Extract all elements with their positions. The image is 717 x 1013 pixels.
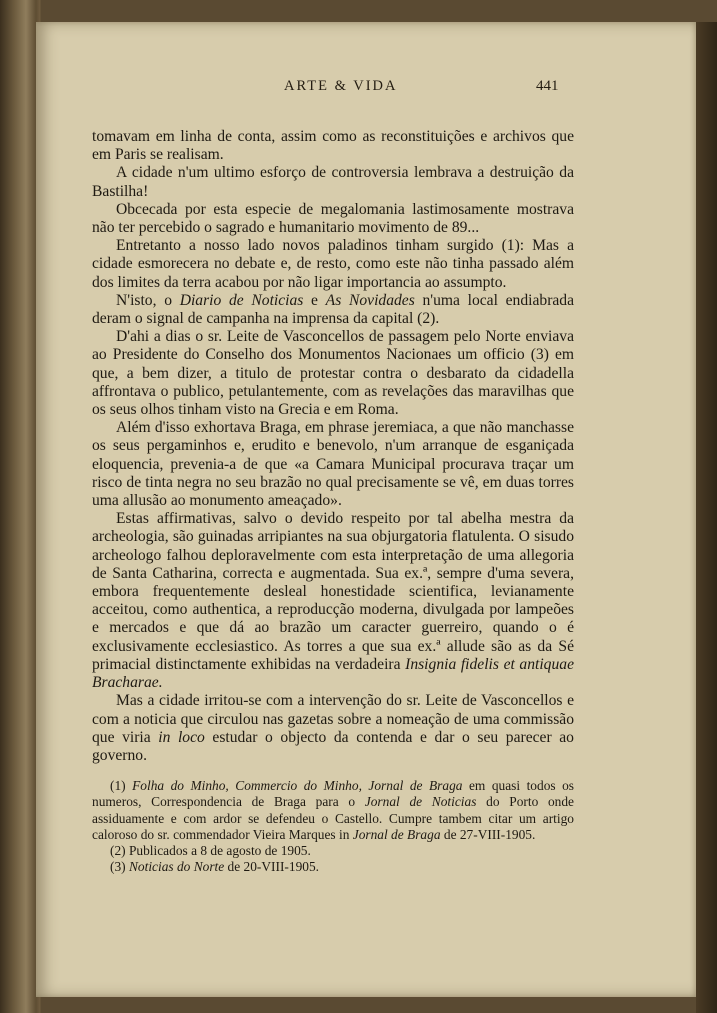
text-run: e xyxy=(303,291,326,309)
text-run: (1) xyxy=(110,778,133,793)
text-run: D'ahi a dias o sr. Leite de Vasconcellos de passagem pelo Norte enviava ao Presidente do Conselho dos Monumentos Nacionaes um officio (3) em que, a bem dizer, a titulo de protestar contra o desbarato da cidadella affrontava o publico, petulantemente, com as revelações das maravilhas que os seus olhos tinham visto na Grecia e em Roma. xyxy=(92,328,574,419)
text-run: do Porto onde assiduamente e com ardor se defendeu o Castello. Cumpre tambem citar um artigo caloroso do sr. commendador Vieira Marques in xyxy=(92,794,574,842)
italic-text: Diario de Noticias xyxy=(179,291,304,309)
body-text xyxy=(92,128,574,765)
text-run: de 27-VIII-1905. xyxy=(440,826,536,842)
italic-text: in loco xyxy=(158,728,205,746)
paragraph xyxy=(92,510,574,692)
text-run: Entretanto a nosso lado novos paladinos tinham surgido (1): Mas a cidade esmorecera no debate e, de resto, como este não tinha passado além dos limites da terra acabou por não ligar importancia ao assumpto. xyxy=(92,237,574,291)
text-run: Obcecada por esta especie de megalomania lastimosamente mostrava não ter percebido o sagrado e humanitario movimento de 89... xyxy=(92,200,574,237)
text-run: (2) Publicados a 8 de agosto de 1905. xyxy=(110,843,311,859)
paragraph xyxy=(92,128,574,164)
text-run: Além d'isso exhortava Braga, em phrase jeremiaca, a que não manchasse os seus pergaminhos e, erudito e benevolo, n'um arranque de esganiçada eloquencia, prevenia-a de que «a Camara Municipal procurava traçar um risco de tinta negra no seu brazão no qual precisamente se vê, em duas torres uma allusão ao monumento ameaçado». xyxy=(92,419,574,510)
text-run: A cidade n'um ultimo esforço de controversia lembrava a destruição da Bastilha! xyxy=(92,164,574,200)
footnote xyxy=(92,843,574,859)
italic-text: Folha do Minho, Commercio do Minho, Jornal de Braga xyxy=(132,778,463,793)
footnotes xyxy=(92,778,574,876)
book-page xyxy=(36,22,696,997)
paragraph xyxy=(92,292,574,328)
text-run: de 20-VIII-1905. xyxy=(224,859,320,875)
text-run: Estas affirmativas, salvo o devido respeito por tal abelha mestra da archeologia, são guinadas arripiantes na sua objurgatoria flatulenta. O sisudo archeologo falhou deploravelmente com esta interpretação de uma allegoria de Santa Catharina, correcta e augmentada. Sua ex.ª, sempre d'uma severa, embora frequentemente desleal honestidade scientifica, levianamente acceitou, como authentica, a reproducção moderna, divulgada por lampeões e mercados e que dá ao brazão um caracter guerreiro, quando o é exclusivamente ecclesiastico. As torres a que sua ex.ª allude são as da Sé primacial distinctamente exhibidas na verdadeira xyxy=(92,510,574,673)
italic-text: Jornal de Noticias xyxy=(364,794,477,810)
text-run: em quasi todos os numeros, Correspondencia de Braga para o xyxy=(92,778,574,810)
running-head-title: ARTE & VIDA xyxy=(284,78,398,94)
italic-text: As Novidades xyxy=(325,291,415,309)
paragraph xyxy=(92,419,574,510)
page-number: 441 xyxy=(536,78,559,94)
paragraph xyxy=(92,328,574,419)
text-run: tomavam em linha de conta, assim como as reconstituições e archivos que em Paris se realisam. xyxy=(92,128,574,164)
text-run: estudar o objecto da contenda e dar o seu parecer ao governo. xyxy=(92,728,574,764)
text-run: (3) xyxy=(110,859,129,875)
paragraph xyxy=(92,164,574,200)
page-edge xyxy=(696,22,717,1013)
paragraph xyxy=(92,237,574,292)
paragraph xyxy=(92,201,574,237)
text-run: Mas a cidade irritou-se com a intervenção do sr. Leite de Vasconcellos e com a noticia que circulou nas gazetas sobre a nomeação de uma commissão que viria xyxy=(92,692,574,746)
italic-text: Noticias do Norte xyxy=(128,859,225,875)
text-run: N'isto, o xyxy=(116,291,180,309)
footnote xyxy=(92,778,574,843)
text-run: n'uma local endiabrada deram o signal de campanha na imprensa da capital (2). xyxy=(92,291,575,328)
italic-text: Jornal de Braga xyxy=(352,826,441,842)
running-head xyxy=(36,78,696,98)
italic-text: Insignia fidelis et antiquae Bracharae. xyxy=(92,655,574,692)
paragraph xyxy=(92,692,574,765)
footnote xyxy=(92,859,574,875)
